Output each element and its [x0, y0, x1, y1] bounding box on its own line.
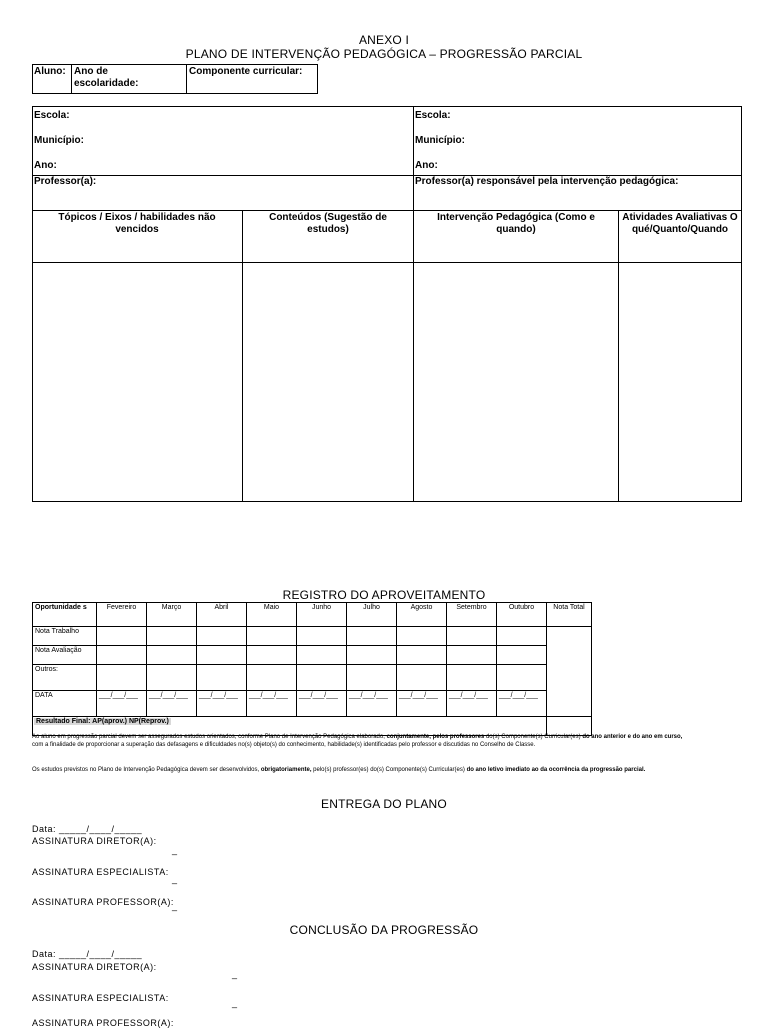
conclusao-assinatura-especialista: ASSINATURA ESPECIALISTA:	[32, 993, 169, 1003]
registro-title: REGISTRO DO APROVEITAMENTO	[282, 588, 486, 602]
column-header-conteudos: Conteúdos (Sugestão de estudos)	[269, 212, 387, 235]
entrega-assinatura-diretor: ASSINATURA DIRETOR(A):	[32, 836, 157, 846]
note-paragraph-1: Ao aluno em progressão parcial devem ser assegurados estudos orientados, conforme Plano de Intervenção Pedagógica elaborado, conjuntamente, pelos professores do(s) Componente(s) Curricular(es) do ano anterior e do ano em curso, com a finalidade de proporcionar a superação das defasagens e dificuldades no(s) objeto(s) do conhecimento, habilidade(s) identificadas pelo professor e discutidas no Conselho de Classe.	[32, 734, 683, 748]
date-cell: ___/___/___	[97, 691, 147, 717]
column-header-topicos: Tópicos / Eixos / habilidades não vencidos	[58, 212, 216, 235]
escola-label-left: Escola:	[34, 110, 70, 121]
ano-label-left: Ano:	[34, 160, 57, 171]
nota-total-header: Nota Total	[547, 603, 592, 627]
ano-label-right: Ano:	[415, 160, 438, 171]
registro-corner-header: Oportunidade s	[33, 603, 97, 627]
ano-escolaridade-label-2: escolaridade:	[74, 78, 139, 89]
professor-label-left: Professor(a):	[34, 176, 97, 187]
document-title: PLANO DE INTERVENÇÃO PEDAGÓGICA – PROGRESSÃO PARCIAL	[185, 47, 583, 61]
conclusao-title: CONCLUSÃO DA PROGRESSÃO	[289, 923, 479, 937]
column-header-atividades: Atividades Avaliativas O qué/Quanto/Quando	[622, 212, 738, 235]
registro-table	[32, 602, 592, 736]
aluno-label: Aluno:	[34, 66, 66, 77]
conclusao-diretor-line: _	[232, 969, 238, 979]
date-cell: ___/___/___	[347, 691, 397, 717]
conclusao-assinatura-diretor: ASSINATURA DIRETOR(A):	[32, 962, 157, 972]
nota-total-cell	[547, 627, 592, 717]
date-cell: ___/___/___	[497, 691, 547, 717]
note-paragraph-2: Os estudos previstos no Plano de Intervenção Pedagógica devem ser desenvolvidos, obrigatoriamente, pelo(s) professor(es) do(s) Componente(s) Curricular(es) do ano letivo imediato ao da ocorrência da progressão parcial.	[32, 767, 646, 773]
date-cell: ___/___/___	[297, 691, 347, 717]
month-header: Outubro	[497, 603, 547, 627]
month-header: Abril	[197, 603, 247, 627]
month-header: Setembro	[447, 603, 497, 627]
ano-escolaridade-label-1: Ano de	[74, 66, 108, 77]
componente-curricular-label: Componente curricular:	[189, 66, 303, 77]
month-header: Agosto	[397, 603, 447, 627]
month-header: Fevereiro	[97, 603, 147, 627]
month-header: Julho	[347, 603, 397, 627]
date-cell: ___/___/___	[147, 691, 197, 717]
month-header: Março	[147, 603, 197, 627]
annex-title: ANEXO I	[358, 33, 410, 47]
municipio-label-left: Município:	[34, 135, 84, 146]
entrega-especialista-line: _	[172, 874, 178, 884]
entrega-title: ENTREGA DO PLANO	[321, 797, 447, 811]
entrega-data: Data: _____/____/_____	[32, 824, 143, 834]
date-cell: ___/___/___	[397, 691, 447, 717]
row-label-outros: Outros:	[33, 665, 97, 691]
row-label-nota-trabalho: Nota Trabalho	[33, 627, 97, 646]
entrega-diretor-line: _	[172, 845, 178, 855]
entrega-assinatura-especialista: ASSINATURA ESPECIALISTA:	[32, 867, 169, 877]
professor-responsavel-label: Professor(a) responsável pela intervenção pedagógica:	[415, 176, 679, 187]
conclusao-especialista-line: _	[232, 998, 238, 1008]
date-cell: ___/___/___	[197, 691, 247, 717]
escola-label-right: Escola:	[415, 110, 451, 121]
month-header: Maio	[247, 603, 297, 627]
row-label-data: DATA	[33, 691, 97, 717]
date-cell: ___/___/___	[247, 691, 297, 717]
row-label-nota-avaliacao: Nota Avaliação	[33, 646, 97, 665]
conclusao-data: Data: _____/____/_____	[32, 949, 143, 959]
plan-table	[32, 106, 742, 502]
entrega-assinatura-professor: ASSINATURA PROFESSOR(A):	[32, 897, 174, 907]
resultado-final-label: Resultado Final: AP(aprov.) NP(Reprov.)	[36, 718, 169, 725]
column-header-intervencao: Intervenção Pedagógica (Como e quando)	[437, 212, 595, 235]
month-header: Junho	[297, 603, 347, 627]
date-cell: ___/___/___	[447, 691, 497, 717]
entrega-professor-line: _	[172, 901, 178, 911]
municipio-label-right: Município:	[415, 135, 465, 146]
conclusao-assinatura-professor: ASSINATURA PROFESSOR(A):	[32, 1018, 174, 1028]
